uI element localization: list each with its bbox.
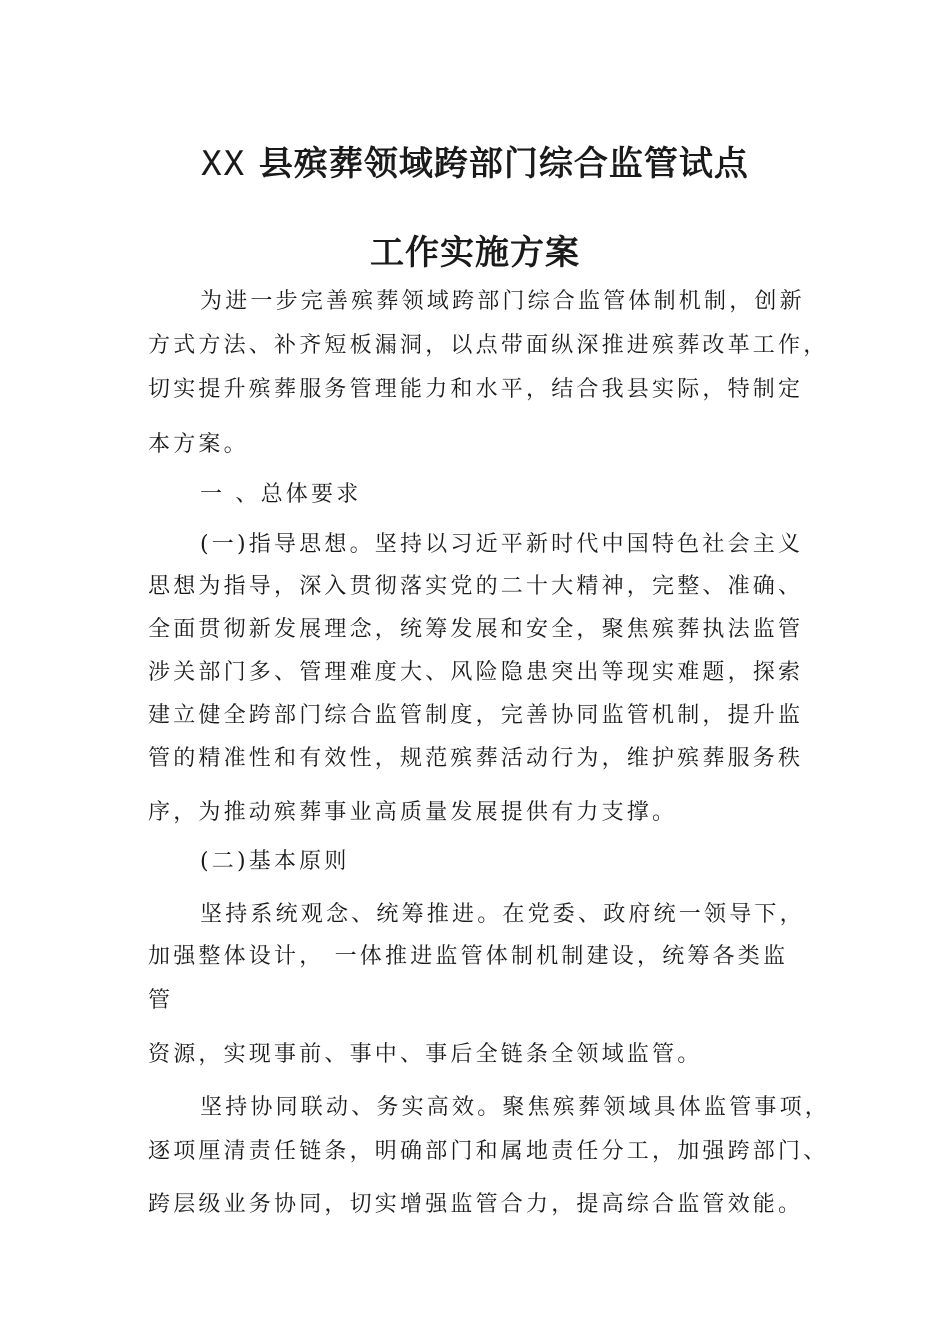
paragraph-line: 切实提升殡葬服务管理能力和水平，结合我县实际，特制定 (148, 377, 804, 402)
paragraph-line: 坚持协同联动、务实高效。聚焦殡葬领域具体监管事项， (200, 1095, 831, 1120)
paragraph-line: 涉关部门多、管理难度大、风险隐患突出等现实难题，探索 (148, 660, 804, 685)
paragraph-line: 管 (148, 988, 174, 1013)
title-text-1: 县殡葬领域跨部门综合监管试点 (258, 144, 749, 184)
subsection-heading: (二)基本原则 (200, 849, 350, 874)
paragraph-line: 加强整体设计， 一体推进监管体制机制建设，统筹各类监 (148, 944, 789, 969)
paragraph-line: 思想为指导，深入贯彻落实党的二十大精神，完整、准确、 (148, 574, 804, 599)
paragraph-line: 序，为推动殡葬事业高质量发展提供有力支撑。 (148, 800, 678, 825)
section-heading: 一 、总体要求 (200, 482, 362, 507)
paragraph-line: 逐项厘清责任链条，明确部门和属地责任分工，加强跨部门、 (148, 1139, 829, 1164)
paragraph-line: 全面贯彻新发展理念，统筹发展和安全，聚焦殡葬执法监管 (148, 617, 804, 642)
paragraph-line: 方式方法、补齐短板漏洞，以点带面纵深推进殡葬改革工作， (148, 333, 829, 358)
paragraph-line: 管的精准性和有效性，规范殡葬活动行为，维护殡葬服务秩 (148, 746, 804, 771)
paragraph-line: 为进一步完善殡葬领域跨部门综合监管体制机制，创新 (200, 289, 805, 314)
document-title-line-1 (0, 136, 950, 185)
paragraph-line: 本方案。 (148, 432, 249, 457)
paragraph-line: (一)指导思想。坚持以习近平新时代中国特色社会主义 (200, 532, 804, 557)
paragraph-line: 建立健全跨部门综合监管制度，完善协同监管机制，提升监 (148, 703, 804, 728)
paragraph-line: 坚持系统观念、统筹推进。在党委、政府统一领导下， (200, 902, 805, 927)
paragraph-line: 跨层级业务协同，切实增强监管合力，提高综合监管效能。 (148, 1192, 804, 1217)
document-title-line-2: 工作实施方案 (370, 233, 580, 273)
title-prefix: XX (201, 144, 247, 184)
paragraph-line: 资源，实现事前、事中、事后全链条全领域监管。 (148, 1042, 703, 1067)
